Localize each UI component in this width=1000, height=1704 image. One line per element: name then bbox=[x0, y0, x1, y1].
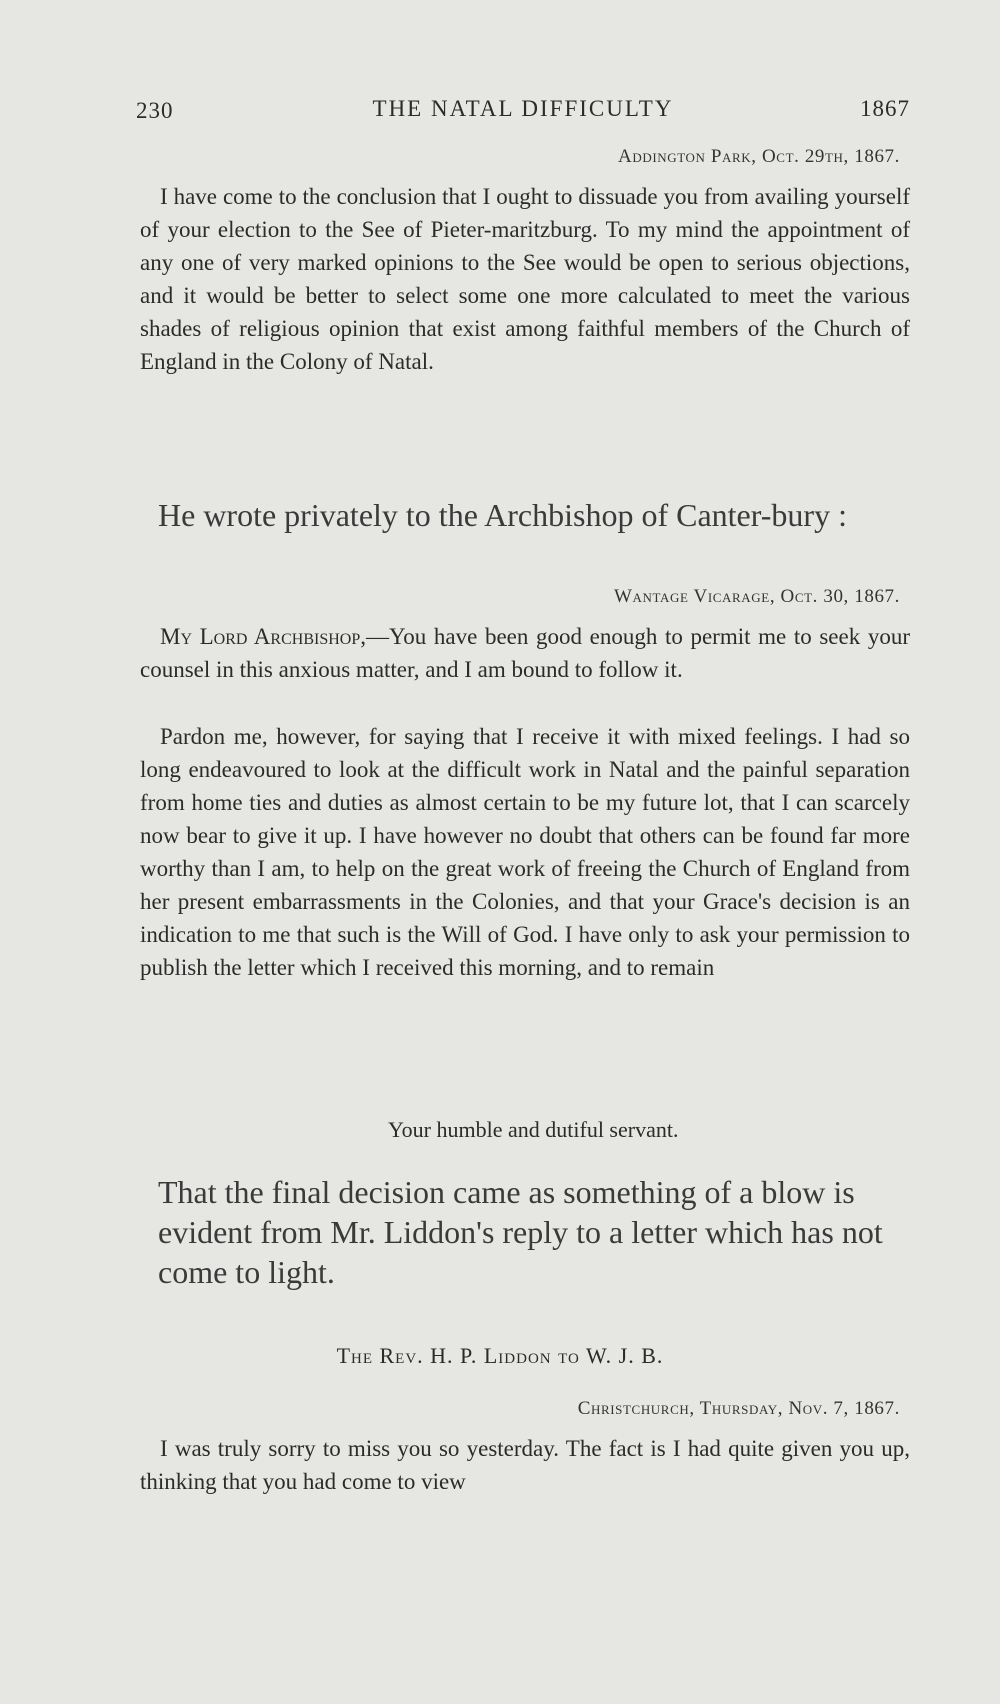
page-number: 230 bbox=[136, 98, 174, 123]
salutation-text: —You have been good enough to permit me to seek your counsel in this anxious matter, and I am bound to follow it. bbox=[140, 624, 911, 682]
salutation-paragraph bbox=[140, 620, 910, 686]
dateline-christchurch: Christchurch, Thursday, Nov. 7, 1867. bbox=[577, 1398, 900, 1419]
letter-paragraph-3: I was truly sorry to miss you so yesterday. The fact is I had quite given you up, thinking that you had come to view bbox=[140, 1436, 910, 1494]
running-title: THE NATAL DIFFICULTY bbox=[372, 96, 674, 121]
running-year: 1867 bbox=[860, 96, 910, 121]
narrative-paragraph-2: That the final decision came as something of a blow is evident from Mr. Liddon's reply to a letter which has not come to light. bbox=[158, 1174, 883, 1290]
letter-paragraph-2: Pardon me, however, for saying that I receive it with mixed feelings. I had so long endeavoured to look at the difficult work in Natal and the painful separation from home ties and duties as almost certain to be my future lot, that I can scarcely now bear to give it up. I have however no doubt that others can be found far more worthy than I am, to help on the great work of freeing the Church of England from her present embarrassments in the Colonies, and that your Grace's decision is an indication to me that such is the Will of God. I have only to ask your permission to publish the letter which I received this morning, and to remain bbox=[140, 724, 910, 980]
dateline-addington: Addington Park, Oct. 29th, 1867. bbox=[618, 146, 900, 167]
letter-paragraph-1: I have come to the conclusion that I ought to dissuade you from availing yourself of your election to the See of Pieter-maritzburg. To my mind the appointment of any one of very marked opinions to the See would be open to serious objections, and it would be better to select some one more calculated to meet the various shades of religious opinion that exist among faithful members of the Church of England in the Colony of Natal. bbox=[140, 184, 910, 374]
letter-heading: The Rev. H. P. Liddon to W. J. B. bbox=[336, 1343, 664, 1368]
salutation-label: My Lord Archbishop, bbox=[160, 624, 366, 649]
narrative-paragraph-1: He wrote privately to the Archbishop of Canter-bury : bbox=[158, 497, 847, 533]
running-header bbox=[136, 92, 910, 132]
letter-closing: Your humble and dutiful servant. bbox=[388, 1117, 679, 1142]
dateline-wantage: Wantage Vicarage, Oct. 30, 1867. bbox=[613, 586, 900, 607]
